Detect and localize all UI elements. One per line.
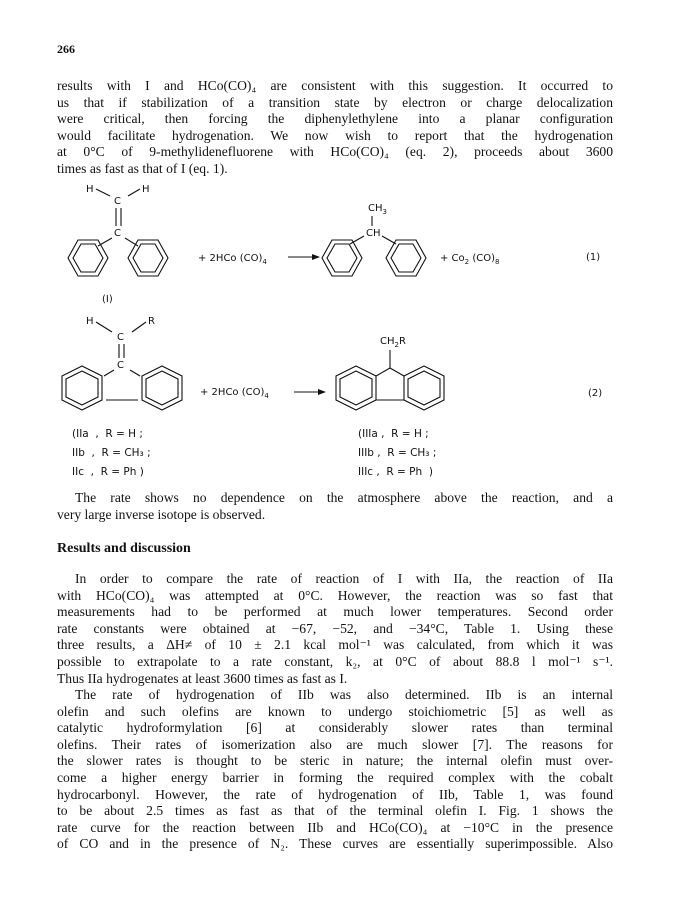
- text-line: us that if stabilization of a transition state by electron or charge delocalization: [57, 94, 613, 110]
- diphenylethylene-structure: [68, 184, 168, 276]
- ch3-label: $CH_3$: [368, 203, 387, 216]
- text-line: The rate of hydrogenation of IIb was also determined. IIb is an internal: [75, 687, 613, 702]
- text-line: olefin and such olefins are known to undergo stoichiometric [5] as well as: [57, 703, 613, 719]
- text-line: measurements had to be performed at much lower temperatures. Second order: [57, 604, 613, 620]
- text-line: catalytic hydroformylation [6] at considerably slower rates than terminal: [57, 720, 613, 736]
- text-line: In order to compare the rate of reaction of I with IIa, the reaction of IIa: [75, 571, 613, 586]
- page-number: 266: [57, 42, 75, 56]
- text-line: with HCo(CO)₄ was attempted at 0°C. However, the reaction was so fast that: [57, 587, 613, 603]
- c-label: C: [114, 228, 121, 239]
- ch2r-label: $CH_2R$: [380, 336, 406, 349]
- reaction-scheme-2: [50, 312, 620, 412]
- diphenylethane-structure: [322, 203, 426, 276]
- text-line: The rate shows no dependence on the atmosphere above the reaction, and a: [75, 490, 613, 505]
- equation-number: (2): [588, 388, 603, 399]
- equation-number: (1): [586, 252, 601, 263]
- reaction-arrow: [294, 389, 326, 395]
- text-line: olefins. Their rates of isomerization also are much slower [7]. The reasons for: [57, 736, 613, 752]
- results-paragraph-1: [57, 571, 613, 687]
- h-label: H: [142, 184, 150, 195]
- byproduct-label: + $Co_2$ $(CO)_8$: [440, 253, 500, 266]
- c-label: C: [117, 332, 124, 343]
- caption-right-iiib: IIIb , R = CH₃ ;: [358, 447, 437, 459]
- c-label: C: [117, 360, 124, 371]
- reaction-scheme-1: [50, 178, 620, 308]
- r-label: R: [148, 316, 155, 327]
- intro-paragraph: [57, 78, 613, 178]
- results-paragraph-2: [57, 687, 613, 853]
- text-line: possible to extrapolate to a rate constant, k₂, at 0°C of about 88.8 l mol⁻¹ s⁻¹.: [57, 653, 614, 669]
- observation-paragraph: [57, 490, 613, 523]
- text-line: hydrocarbonyl. However, the rate of hydrogenation of IIb, Table 1, was found: [57, 786, 613, 802]
- reagent-label: + 2HCo $(CO)_4$: [198, 253, 267, 266]
- text-line: very large inverse isotope is observed.: [57, 506, 266, 522]
- text-line: to be about 2.5 times as fast as that of the terminal olefin I. Fig. 1 shows the: [57, 803, 613, 819]
- caption-right-iiic: IIIc , R = Ph ): [358, 466, 433, 478]
- caption-right-iiia: (IIIa , R = H ;: [358, 428, 429, 440]
- text-line: Thus IIa hydrogenates at least 3600 times as fast as I.: [57, 670, 348, 686]
- caption-left-iib: IIb , R = CH₃ ;: [72, 447, 151, 459]
- text-line: the slower rates is thought to be steric in nature; the internal olefin must over-: [57, 753, 613, 769]
- ch-label: CH: [366, 228, 381, 239]
- h-label: H: [86, 316, 94, 327]
- text-line: rate curve for the reaction between IIb and HCo(CO)₄ at −10°C in the presence: [57, 819, 613, 835]
- c-label: C: [114, 196, 121, 207]
- caption-left-iic: IIc , R = Ph ): [72, 466, 144, 478]
- h-label: H: [86, 184, 94, 195]
- text-line: results with I and HCo(CO)₄ are consistent with this suggestion. It occurred to: [57, 78, 613, 93]
- text-line: were critical, then forcing the diphenylethylene into a planar configuration: [57, 111, 613, 127]
- methylidenefluorene-structure: [62, 316, 182, 410]
- fluorene-product-structure: [336, 336, 444, 410]
- text-line: of CO and in the presence of N₂. These curves are essentially superimpossible. Also: [57, 836, 613, 852]
- section-heading: Results and discussion: [57, 541, 191, 556]
- text-line: would facilitate hydrogenation. We now wish to report that the hydrogenation: [57, 127, 613, 143]
- caption-left-iia: (IIa , R = H ;: [72, 428, 143, 440]
- text-line: come a higher energy barrier in forming the required complex with the cobalt: [57, 769, 613, 785]
- text-line: at 0°C of 9-methylidenefluorene with HCo(CO)₄ (eq. 2), proceeds about 3600: [57, 144, 613, 160]
- reagent-label: + 2HCo $(CO)_4$: [200, 387, 269, 400]
- text-line: three results, a ΔH≠ of 10 ± 2.1 kcal mol⁻¹ was calculated, from which it was: [57, 637, 613, 653]
- compound-label: (I): [102, 294, 113, 305]
- text-line: rate constants were obtained at −67, −52, and −34°C, Table 1. Using these: [57, 620, 613, 636]
- reaction-arrow: [288, 254, 320, 260]
- text-line: times as fast as that of I (eq. 1).: [57, 160, 228, 176]
